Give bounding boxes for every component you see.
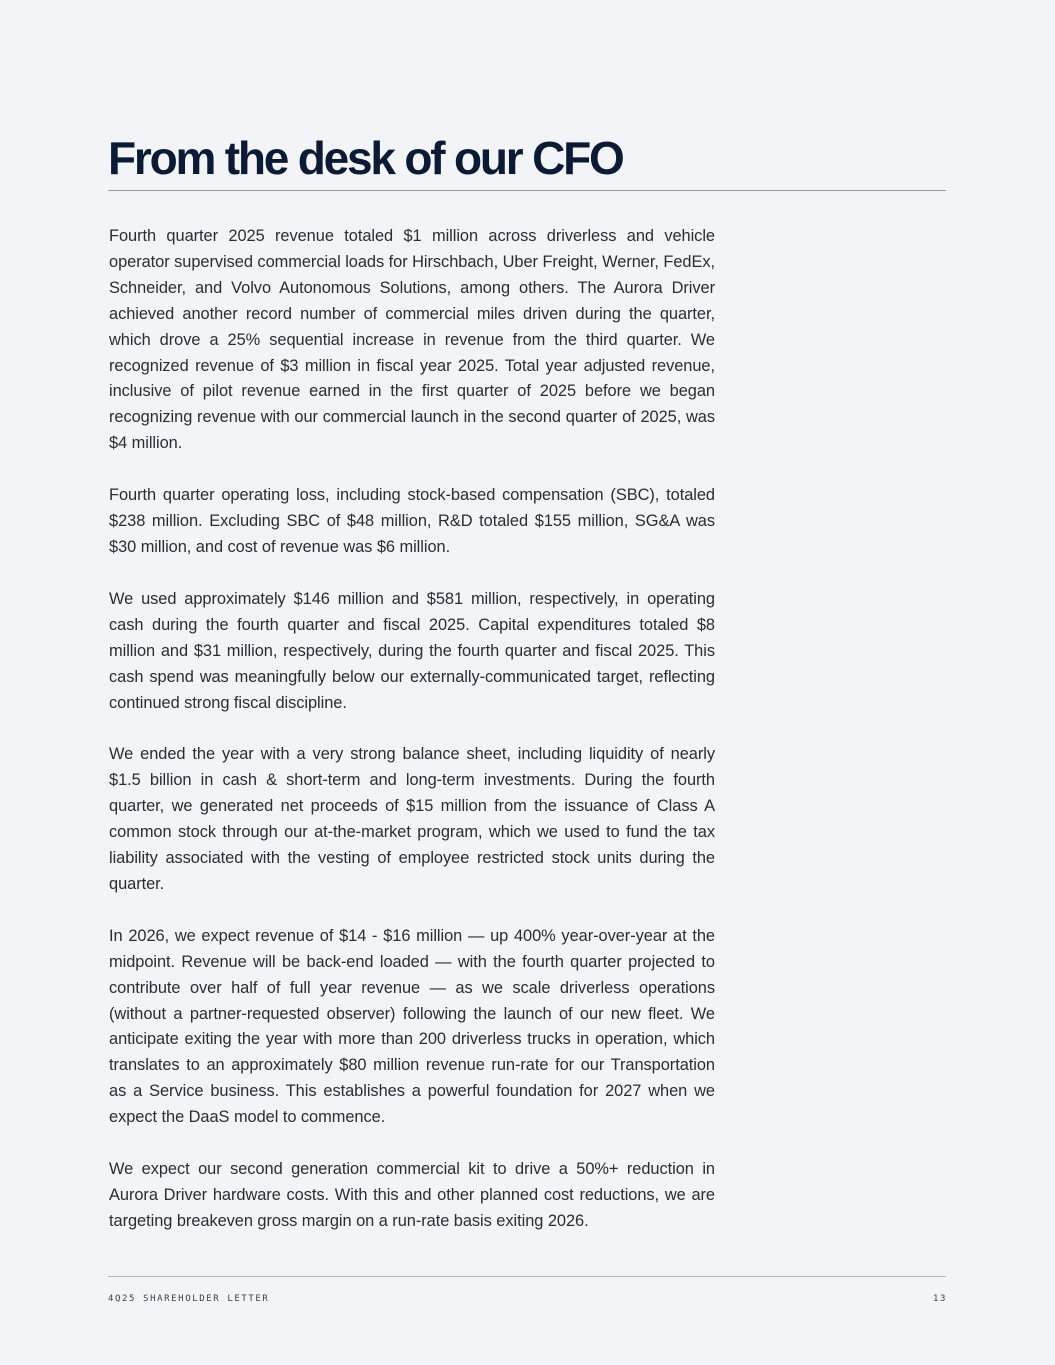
- cfo-letter-body: [109, 224, 715, 1261]
- footer-divider: [108, 1276, 946, 1277]
- paragraph-revenue: Fourth quarter 2025 revenue totaled $1 million across driverless and vehicle operator supervised commercial loads for Hirschbach, Uber Freight, Werner, FedEx, Schneider, and Volvo Autonomous Solutions, among others. The Aurora Driver achieved another record number of commercial miles driven during the quarter, which drove a 25% sequential increase in revenue from the third quarter. We recognized revenue of $3 million in fiscal year 2025. Total year adjusted revenue, inclusive of pilot revenue earned in the first quarter of 2025 before we began recognizing revenue with our commercial launch in the second quarter of 2025, was $4 million.: [109, 227, 715, 453]
- paragraph-hardware-costs: We expect our second generation commercial kit to drive a 50%+ reduction in Aurora Driver hardware costs. With this and other planned cost reductions, we are targeting breakeven gross margin on a run-rate basis exiting 2026.: [109, 1160, 715, 1230]
- paragraph-operating-loss: Fourth quarter operating loss, including stock-based compensation (SBC), totaled $238 million. Excluding SBC of $48 million, R&D totaled $155 million, SG&A was $30 million, and cost of revenue was $6 million.: [109, 486, 715, 556]
- title-divider: [108, 190, 946, 191]
- footer-publication-label: 4Q25 SHAREHOLDER LETTER: [108, 1294, 270, 1304]
- paragraph-balance-sheet: We ended the year with a very strong balance sheet, including liquidity of nearly $1.5 billion in cash & short-term and long-term investments. During the fourth quarter, we generated net proceeds of $15 million from the issuance of Class A common stock through our at-the-market program, which we used to fund the tax liability associated with the vesting of employee restricted stock units during the quarter.: [109, 745, 715, 893]
- paragraph-cash-usage: We used approximately $146 million and $581 million, respectively, in operating cash during the fourth quarter and fiscal 2025. Capital expenditures totaled $8 million and $31 million, respectively, during the fourth quarter and fiscal 2025. This cash spend was meaningfully below our externally-communicated target, reflecting continued strong fiscal discipline.: [109, 589, 715, 712]
- page-title: From the desk of our CFO: [108, 132, 623, 184]
- paragraph-2026-outlook: In 2026, we expect revenue of $14 - $16 million — up 400% year-over-year at the midpoint. Revenue will be back-end loaded — with the fourth quarter projected to contribute over half of full year revenue — as we scale driverless operations (without a partner-requested observer) following the launch of our new fleet. We anticipate exiting the year with more than 200 driverless trucks in operation, which translates to an approximately $80 million revenue run-rate for our Transportation as a Service business. This establishes a powerful foundation for 2027 when we expect the DaaS model to commence.: [109, 926, 715, 1127]
- page-number: 13: [932, 1294, 947, 1304]
